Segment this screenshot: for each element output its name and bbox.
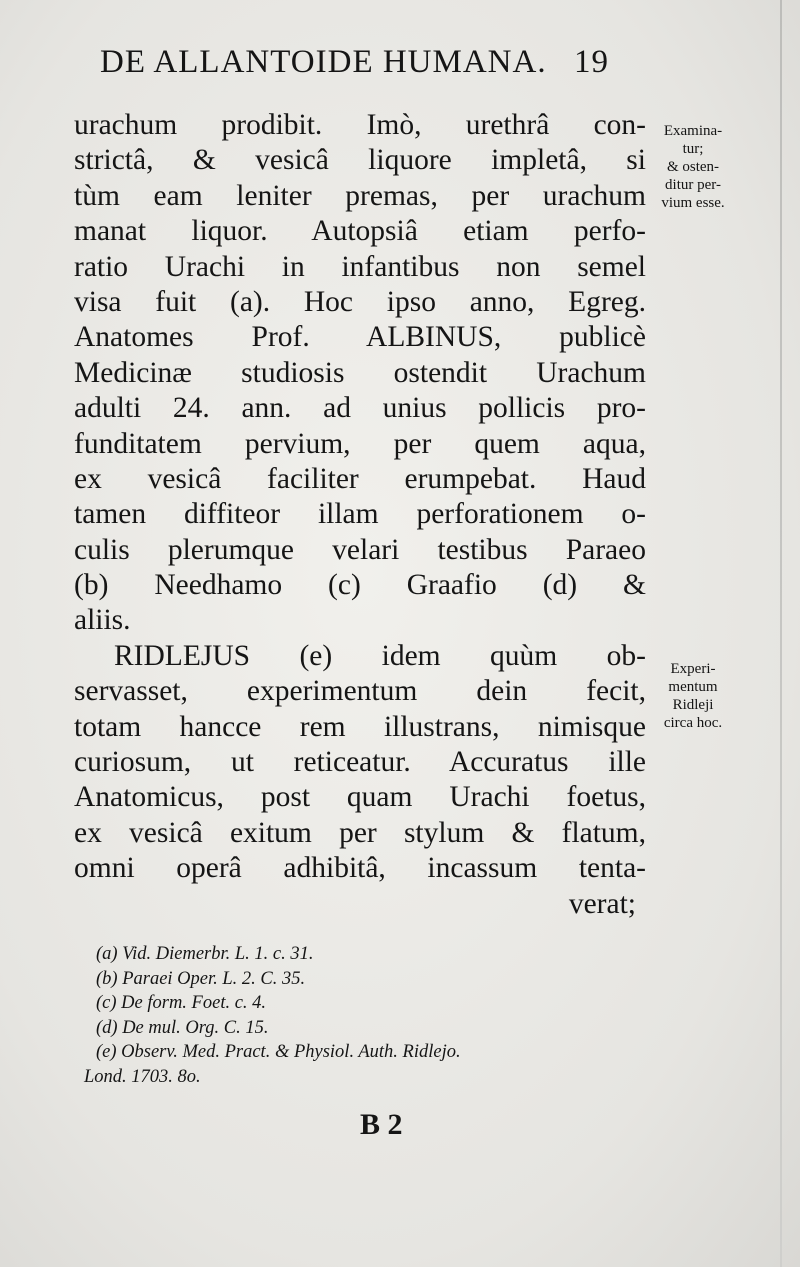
text-line: culis plerumque velari testibus Paraeo (74, 533, 646, 566)
footnote: (c) De form. Foet. c. 4. (96, 993, 267, 1013)
footnotes (84, 942, 656, 1089)
margin-note-line: Experi- (670, 661, 716, 677)
footnote: (d) De mul. Org. C. 15. (96, 1017, 269, 1038)
margin-note-line: & osten- (666, 159, 720, 175)
text-line: aliis. (74, 604, 131, 637)
margin-note-line: mentum (668, 679, 718, 695)
page-edge-shadow (780, 0, 782, 1267)
text-line: ratio Urachi in infantibus non semel (74, 250, 646, 283)
text-line: totam hancce rem illustrans, nimisque (74, 710, 646, 743)
footnote-continuation: Lond. 1703. 8o. (84, 1066, 201, 1087)
text-line: funditatem pervium, per quem aqua, (74, 427, 646, 460)
text-line: ex vesicâ faciliter erumpebat. Haud (74, 462, 646, 495)
margin-note-line: Ridleji (672, 697, 714, 713)
text-line: RIDLEJUS (e) idem quùm ob- (114, 639, 646, 672)
footnote: (a) Vid. Diemerbr. L. 1. c. 31. (96, 944, 314, 964)
text-line: servasset, experimentum dein fecit, (74, 675, 646, 708)
text-line: urachum prodibit. Imò, urethrâ con- (74, 109, 646, 141)
text-line: Anatomes Prof. ALBINUS, publicè (74, 321, 646, 354)
running-header (100, 44, 660, 81)
margin-note-line: vium esse. (661, 195, 725, 211)
printer-signature: B 2 (360, 1108, 403, 1141)
text-line: curiosum, ut reticeatur. Accuratus ille (74, 746, 646, 779)
margin-note-line: tur; (682, 141, 704, 157)
margin-note-line: ditur per- (665, 177, 721, 193)
text-line: omni operâ adhibitâ, incassum tenta- (74, 852, 646, 885)
text-line: tùm eam leniter premas, per urachum (74, 179, 646, 212)
text-line: tamen diffiteor illam perforationem o- (74, 498, 646, 531)
margin-note-examination (638, 122, 748, 212)
text-line: ex vesicâ exitum per stylum & flatum, (74, 816, 646, 849)
catchword-line: verat; (568, 887, 636, 920)
margin-note-experiment (638, 660, 748, 732)
text-line: manat liquor. Autopsiâ etiam perfo- (74, 215, 646, 248)
header-title: DE ALLANTOIDE HUMANA. (100, 44, 547, 80)
page-number: 19 (574, 44, 609, 80)
text-line: Medicinæ studiosis ostendit Urachum (74, 356, 646, 389)
text-line: strictâ, & vesicâ liquore impletâ, si (74, 144, 646, 177)
text-line: Anatomicus, post quam Urachi foetus, (74, 781, 646, 814)
text-line: visa fuit (a). Hoc ipso anno, Egreg. (74, 285, 646, 318)
footnote: (b) Paraei Oper. L. 2. C. 35. (96, 968, 306, 989)
margin-note-line: circa hoc. (663, 715, 723, 731)
text-line: (b) Needhamo (c) Graafio (d) & (74, 569, 646, 602)
main-text (74, 108, 646, 922)
footnote: (e) Observ. Med. Pract. & Physiol. Auth. Ridlejo. (96, 1042, 461, 1062)
margin-note-line: Examina- (663, 123, 723, 139)
text-line: adulti 24. ann. ad unius pollicis pro- (74, 392, 646, 425)
